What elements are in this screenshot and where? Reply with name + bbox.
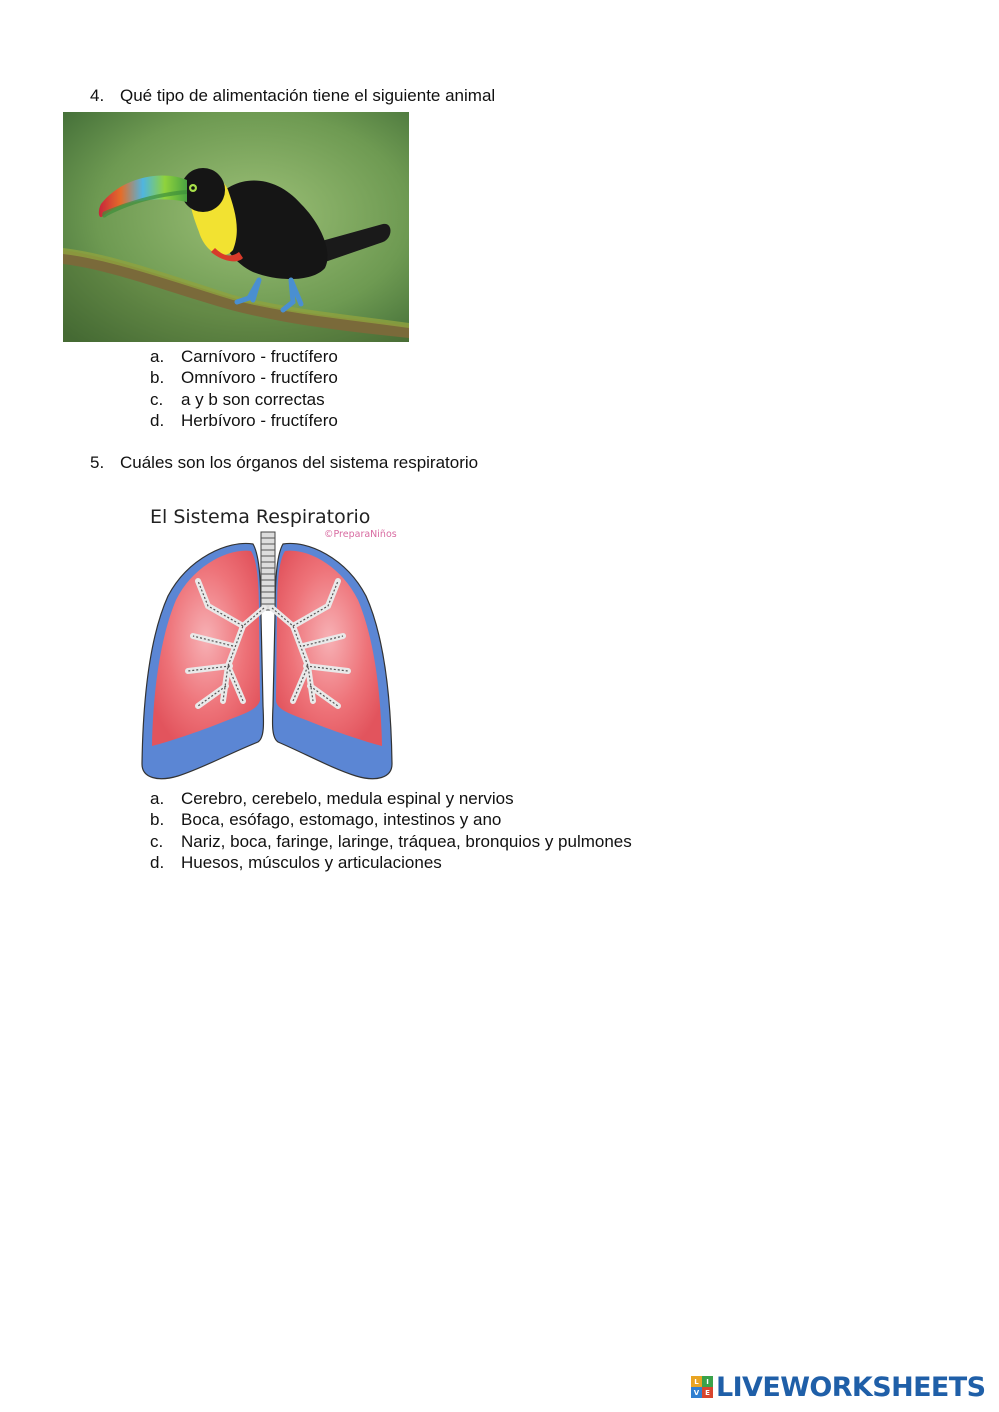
question-4 bbox=[90, 86, 495, 106]
option-a[interactable]: a. Carnívoro - fructífero bbox=[150, 347, 338, 366]
question-5 bbox=[90, 453, 478, 473]
question-4-options bbox=[150, 346, 338, 431]
option-b[interactable]: b. Omnívoro - fructífero bbox=[150, 368, 338, 388]
option-d[interactable]: d. Herbívoro - fructífero bbox=[150, 410, 338, 430]
question-4-number: 4. bbox=[90, 86, 105, 105]
option-c[interactable]: c. a y b son correctas bbox=[150, 389, 325, 409]
option-c[interactable]: c. Nariz, boca, faringe, laringe, tráquea, bronquios y pulmones bbox=[150, 831, 632, 851]
live-badge-icon: L I V E bbox=[691, 1376, 713, 1398]
option-a[interactable]: a. Cerebro, cerebelo, medula espinal y nervios bbox=[150, 789, 514, 808]
diagram-credit: ©PreparaNiños bbox=[324, 529, 397, 540]
option-d[interactable]: d. Huesos, músculos y articulaciones bbox=[150, 852, 442, 872]
option-b[interactable]: b. Boca, esófago, estomago, intestinos y ano bbox=[150, 810, 502, 830]
question-4-text: Qué tipo de alimentación tiene el siguiente animal bbox=[120, 86, 496, 105]
toucan-photo bbox=[63, 112, 409, 342]
logo-text: LIVEWORKSHEETS bbox=[716, 1371, 986, 1403]
question-5-text: Cuáles son los órganos del sistema respiratorio bbox=[120, 453, 479, 472]
respiratory-system-diagram bbox=[118, 496, 418, 786]
question-5-number: 5. bbox=[90, 453, 105, 472]
diagram-title: El Sistema Respiratorio bbox=[150, 506, 371, 528]
question-5-options bbox=[150, 788, 632, 873]
liveworksheets-logo[interactable] bbox=[691, 1372, 985, 1402]
